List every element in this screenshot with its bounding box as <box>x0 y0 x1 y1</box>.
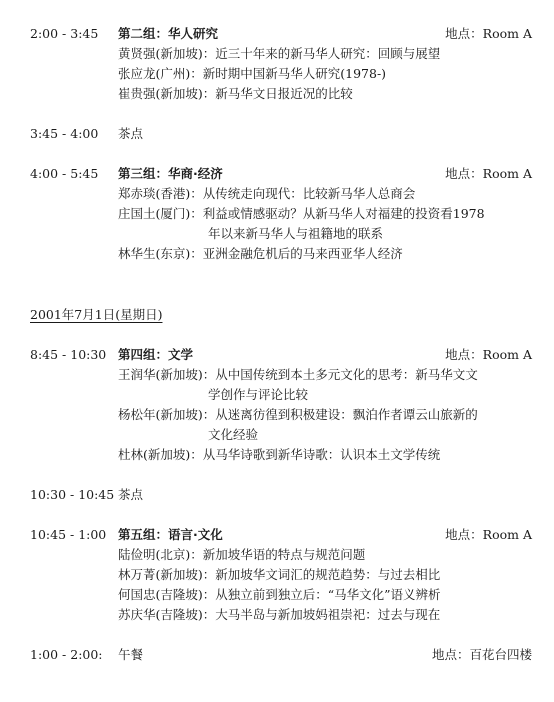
talk-continuation: 年以来新马华人与祖籍地的联系 <box>208 226 384 241</box>
session-title: 第五组：语言·文化 <box>118 527 223 542</box>
session-3 <box>0 164 554 264</box>
talk-item: 庄国土(厦门)：利益或情感驱动？从新马华人对福建的投资看1978 <box>118 206 485 221</box>
date-header <box>0 305 554 325</box>
break-2 <box>0 485 554 505</box>
talk-item: 苏庆华(吉隆坡)：大马半岛与新加坡妈祖崇祀：过去与现在 <box>118 607 441 622</box>
talk-item: 杜林(新加坡)：从马华诗歌到新华诗歌：认识本土文学传统 <box>118 447 441 462</box>
lunch-venue: 地点：百花台四楼 <box>431 647 532 662</box>
break-1 <box>0 124 554 144</box>
break-label: 茶点 <box>118 126 144 141</box>
lunch-label: 午餐 <box>118 647 144 662</box>
break-label: 茶点 <box>118 487 144 502</box>
date-heading: 2001年7月1日(星期日) <box>30 307 163 322</box>
talk-item: 崔贵强(新加坡)：新马华文日报近况的比较 <box>118 86 353 101</box>
session-5 <box>0 525 554 625</box>
session-4 <box>0 345 554 465</box>
break-time: 10:30 - 10:45 <box>30 487 115 502</box>
break-time: 3:45 - 4:00 <box>30 126 99 141</box>
session-venue: 地点：Room A <box>445 527 532 542</box>
talk-item: 杨松年(新加坡)：从迷离彷徨到积极建设：飘泊作者谭云山旅新的 <box>118 407 478 422</box>
talk-continuation: 文化经验 <box>208 427 259 442</box>
talk-item: 黄贤强(新加坡)：近三十年来的新马华人研究：回顾与展望 <box>118 46 441 61</box>
lunch-time: 1:00 - 2:00: <box>30 647 103 662</box>
session-title: 第二组：华人研究 <box>118 26 219 41</box>
session-title: 第三组：华商·经济 <box>118 166 223 181</box>
talk-continuation: 学创作与评论比较 <box>208 387 309 402</box>
session-venue: 地点：Room A <box>445 347 532 362</box>
talk-item: 林华生(东京)：亚洲金融危机后的马来西亚华人经济 <box>118 246 403 261</box>
session-2 <box>0 24 554 104</box>
session-time: 2:00 - 3:45 <box>30 26 99 41</box>
session-title: 第四组：文学 <box>118 347 194 362</box>
session-venue: 地点：Room A <box>445 166 532 181</box>
session-time: 8:45 - 10:30 <box>30 347 107 362</box>
session-time: 4:00 - 5:45 <box>30 166 99 181</box>
lunch <box>0 645 554 665</box>
talk-item: 何国忠(吉隆坡)：从独立前到独立后：“马华文化”语义辨析 <box>118 587 441 602</box>
talk-item: 陆俭明(北京)：新加坡华语的特点与规范问题 <box>118 547 366 562</box>
session-venue: 地点：Room A <box>445 26 532 41</box>
talk-item: 郑赤琰(香港)：从传统走向现代：比较新马华人总商会 <box>118 186 416 201</box>
talk-item: 王润华(新加坡)：从中国传统到本土多元文化的思考：新马华文文 <box>118 367 478 382</box>
talk-item: 林万菁(新加坡)：新加坡华文词汇的规范趋势：与过去相比 <box>118 567 441 582</box>
talk-item: 张应龙(广州)：新时期中国新马华人研究(1978-) <box>118 66 387 81</box>
session-time: 10:45 - 1:00 <box>30 527 107 542</box>
